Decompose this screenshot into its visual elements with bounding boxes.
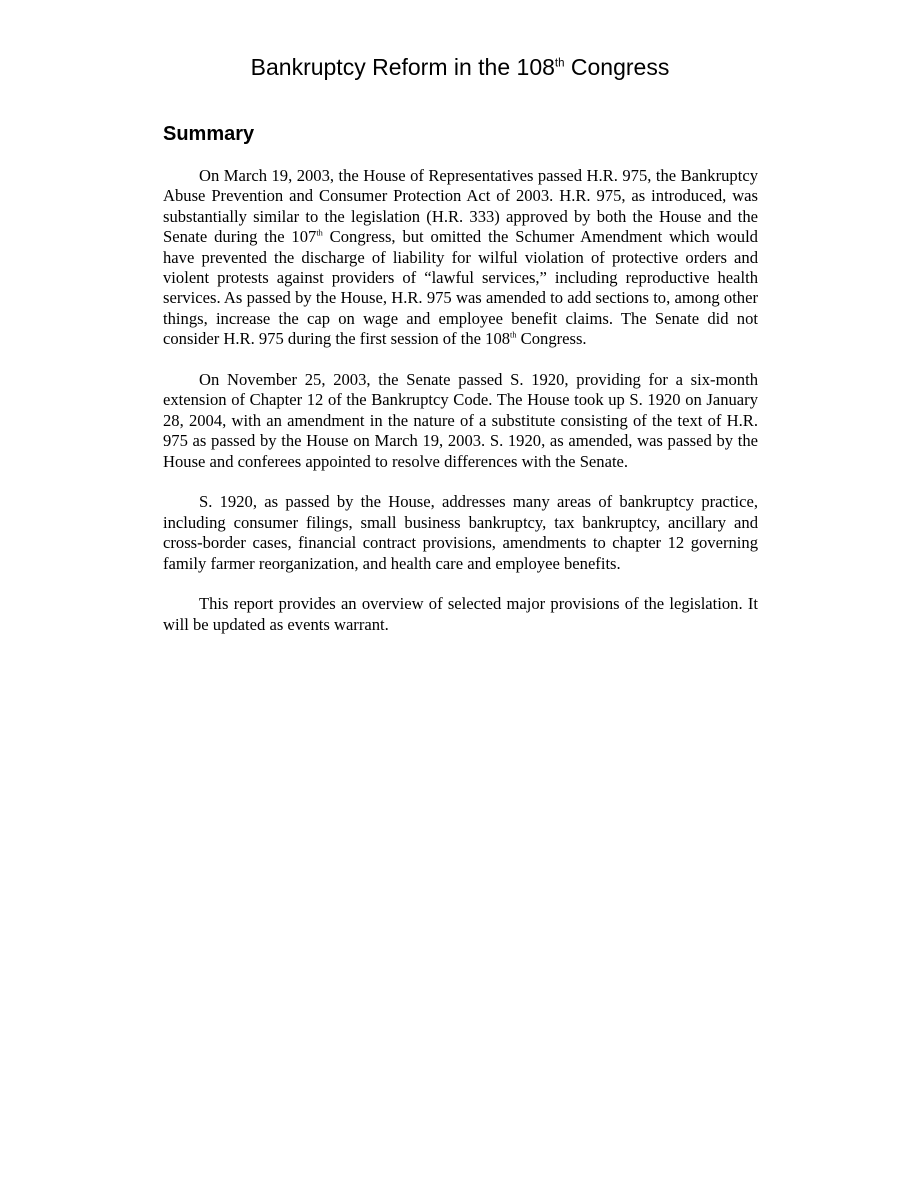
section-heading-summary: Summary	[163, 123, 255, 145]
title-superscript: th	[554, 57, 565, 70]
paragraph-4: This report provides an overview of selected major provisions of the legislation. It will be updated as events warrant.	[163, 594, 758, 634]
summary-body	[163, 166, 758, 656]
paragraph-1-part-b: Congress, but omitted the Schumer Amendment which would have prevented the discharge of liability for wilful violation of protective orders and violent protests against providers of “lawful services,” including reproductive health services. As passed by the House, H.R. 975 was amended to add sections to, among other things, increase the cap on wage and employee benefit claims. The Senate did not consider H.R. 975 during the first session of the 108	[163, 227, 758, 349]
page-title	[0, 52, 920, 82]
paragraph-1-superscript-b: th	[510, 330, 517, 340]
paragraph-1-part-a: On March 19, 2003, the House of Representatives passed H.R. 975, the Bankruptcy Abuse Prevention and Consumer Protection Act of 2003. H.R. 975, as introduced, was substantially similar to the legislation (H.R. 333) approved by both the House and the Senate during the 107	[163, 166, 758, 247]
paragraph-1-superscript-a: th	[316, 228, 323, 238]
paragraph-1-part-c: Congress.	[516, 329, 587, 349]
paragraph-1	[163, 166, 758, 350]
paragraph-3: S. 1920, as passed by the House, addresses many areas of bankruptcy practice, including consumer filings, small business bankruptcy, tax bankruptcy, ancillary and cross-border cases, financial contract provisions, amendments to chapter 12 governing family farmer reorganization, and health care and employee benefits.	[163, 492, 758, 573]
paragraph-2: On November 25, 2003, the Senate passed S. 1920, providing for a six-month extension of Chapter 12 of the Bankruptcy Code. The House took up S. 1920 on January 28, 2004, with an amendment in the nature of a substitute consisting of the text of H.R. 975 as passed by the House on March 19, 2003. S. 1920, as amended, was passed by the House and conferees appointed to resolve differences with the Senate.	[163, 370, 758, 471]
title-text: Bankruptcy Reform in the 108	[250, 54, 555, 80]
title-text-end: Congress	[564, 54, 670, 80]
